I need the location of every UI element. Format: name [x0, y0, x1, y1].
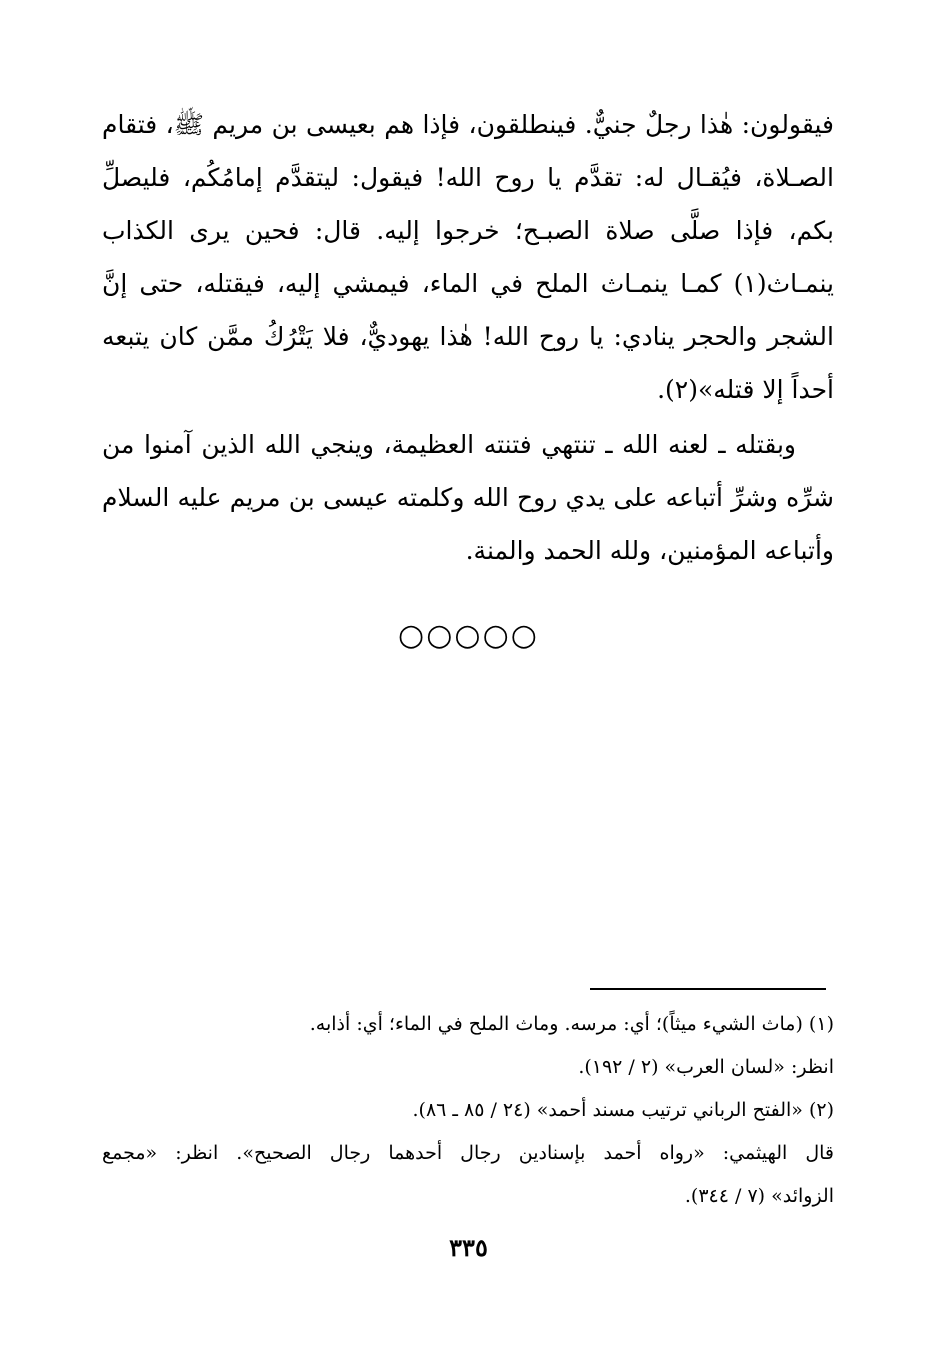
- footnote-line: (١) (ماث الشيء ميثاً)؛ أي: مرسه. وماث الملح في الماء؛ أي: أذابه.: [309, 1013, 834, 1035]
- footnote-line: انظر: «لسان العرب» (٢ / ١٩٢).: [578, 1056, 834, 1078]
- footnote-line: (٢) «الفتح الرباني ترتيب مسند أحمد» (٢٤ / ٨٥ ـ ٨٦).: [412, 1099, 834, 1121]
- page-number: ٣٣٥: [449, 1233, 488, 1262]
- footnote-line: الزوائد» (٧ / ٣٤٤).: [684, 1185, 834, 1207]
- footnote-divider: [590, 988, 826, 990]
- footnotes: [102, 1003, 834, 1218]
- section-separator: ○○○○○: [398, 618, 539, 653]
- paragraph-line: شرِّه وشرِّ أتباعه على يدي روح الله وكلمته عيسى بن مريم عليه السلام: [102, 483, 834, 512]
- footnote-line: قال الهيثمي: «رواه أحمد بإسنادين رجال أحدهما رجال الصحيح». انظر: «مجمع: [102, 1142, 834, 1164]
- main-paragraph-2: [102, 418, 834, 577]
- paragraph-line: بكم، فإذا صلَّى صلاة الصبـح؛ خرجوا إليه. قال: فحين يرى الكذاب: [102, 216, 834, 245]
- paragraph-line: الصـلاة، فيُقـال له: تقدَّم يا روح الله! فيقول: ليتقدَّم إمامُكُم، فليصلِّ: [102, 163, 834, 192]
- paragraph-line: وبقتله ـ لعنه الله ـ تنتهي فتنته العظيمة، وينجي الله الذين آمنوا من: [102, 430, 796, 459]
- main-paragraph-1: [102, 98, 834, 416]
- paragraph-line: ينمـاث(١) كمـا ينمـاث الملح في الماء، فيمشي إليه، فيقتله، حتى إنَّ: [102, 269, 834, 298]
- paragraph-line: الشجر والحجر ينادي: يا روح الله! هٰذا يهوديٌّ، فلا يَتْرُكُ ممَّن كان يتبعه: [102, 322, 834, 351]
- paragraph-line: فيقولون: هٰذا رجلٌ جنيٌّ. فينطلقون، فإذا هم بعيسى بن مريم ﷺ، فتقام: [102, 110, 834, 139]
- paragraph-line: أحداً إلا قتله»(٢).: [657, 375, 834, 404]
- paragraph-line: وأتباعه المؤمنين، ولله الحمد والمنة.: [465, 536, 834, 565]
